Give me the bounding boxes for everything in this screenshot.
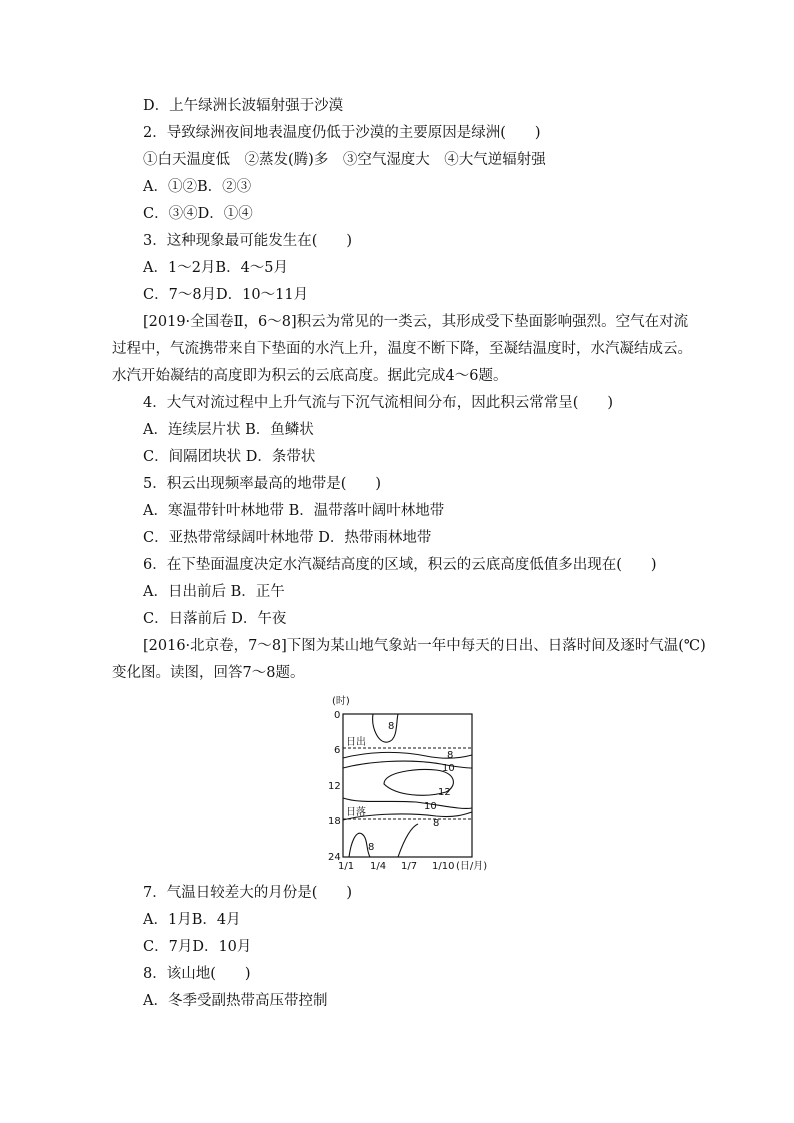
contour-label: 8 xyxy=(388,721,395,732)
sunrise-label: 日出 xyxy=(346,737,366,748)
y-tick-12: 12 xyxy=(328,781,341,792)
passage-1-line-1: [2019·全国卷Ⅱ，6～8]积云为常见的一类云，其形成受下垫面影响强烈。空气在对流 xyxy=(143,314,689,330)
contour-label: 10 xyxy=(442,763,455,774)
x-tick: 1/7 xyxy=(401,861,418,872)
option-4ab: A．连续层片状 B．鱼鳞状 xyxy=(143,422,314,438)
option-2ab: A．①②B．②③ xyxy=(143,179,252,195)
contour-label: 8 xyxy=(447,750,454,761)
option-4cd: C．间隔团块状 D．条带状 xyxy=(143,449,316,465)
question-2-items: ①白天温度低 ②蒸发(腾)多 ③空气湿度大 ④大气逆辐射强 xyxy=(143,152,546,168)
option-8a: A．冬季受副热带高压带控制 xyxy=(143,993,328,1009)
sunset-label: 日落 xyxy=(346,807,366,818)
contour-label: 8 xyxy=(368,842,375,853)
temperature-contour-figure xyxy=(326,692,496,872)
option-6cd: C．日落前后 D．午夜 xyxy=(143,611,287,627)
option-5ab: A．寒温带针叶林地带 B．温带落叶阔叶林地带 xyxy=(143,503,445,519)
contour-label: 12 xyxy=(438,787,451,798)
option-1d: D．上午绿洲长波辐射强于沙漠 xyxy=(143,98,344,114)
question-7: 7．气温日较差大的月份是( ) xyxy=(143,885,353,901)
passage-1-line-3: 水汽开始凝结的高度即为积云的云底高度。据此完成4～6题。 xyxy=(112,368,508,384)
contour-label: 8 xyxy=(433,818,440,829)
question-6: 6．在下垫面温度决定水汽凝结高度的区域，积云的云底高度低值多出现在( ) xyxy=(143,557,657,573)
y-unit-label: (时) xyxy=(332,696,350,707)
option-7ab: A．1月B．4月 xyxy=(143,912,241,928)
passage-1-line-2: 过程中，气流携带来自下垫面的水汽上升，温度不断下降，至凝结温度时，水汽凝结成云。 xyxy=(112,341,692,357)
option-3ab: A．1～2月B．4～5月 xyxy=(143,260,289,276)
option-7cd: C．7月D．10月 xyxy=(143,939,252,955)
x-unit-label: (日/月) xyxy=(456,861,488,872)
x-tick: 1/10 xyxy=(432,861,455,872)
passage-2-line-1: [2016·北京卷，7～8]下图为某山地气象站一年中每天的日出、日落时间及逐时气温(℃) xyxy=(143,638,706,654)
contour-label: 10 xyxy=(424,801,437,812)
question-5: 5．积云出现频率最高的地带是( ) xyxy=(143,476,382,492)
question-8: 8．该山地( ) xyxy=(143,966,251,982)
question-2: 2．导致绿洲夜间地表温度仍低于沙漠的主要原因是绿洲( ) xyxy=(143,125,541,141)
option-5cd: C．亚热带常绿阔叶林地带 D．热带雨林地带 xyxy=(143,530,432,546)
y-tick-24: 24 xyxy=(328,852,341,863)
x-tick: 1/1 xyxy=(338,861,355,872)
option-6ab: A．日出前后 B．正午 xyxy=(143,584,285,600)
question-4: 4．大气对流过程中上升气流与下沉气流相间分布，因此积云常常呈( ) xyxy=(143,395,614,411)
y-tick-18: 18 xyxy=(328,816,341,827)
option-2cd: C．③④D．①④ xyxy=(143,206,253,222)
y-tick-6: 6 xyxy=(334,745,341,756)
question-3: 3．这种现象最可能发生在( ) xyxy=(143,233,353,249)
option-3cd: C．7～8月D．10～11月 xyxy=(143,287,309,303)
x-tick: 1/4 xyxy=(370,861,387,872)
y-tick-0: 0 xyxy=(334,710,341,721)
passage-2-line-2: 变化图。读图，回答7～8题。 xyxy=(112,665,305,681)
contour-lines xyxy=(343,714,472,857)
